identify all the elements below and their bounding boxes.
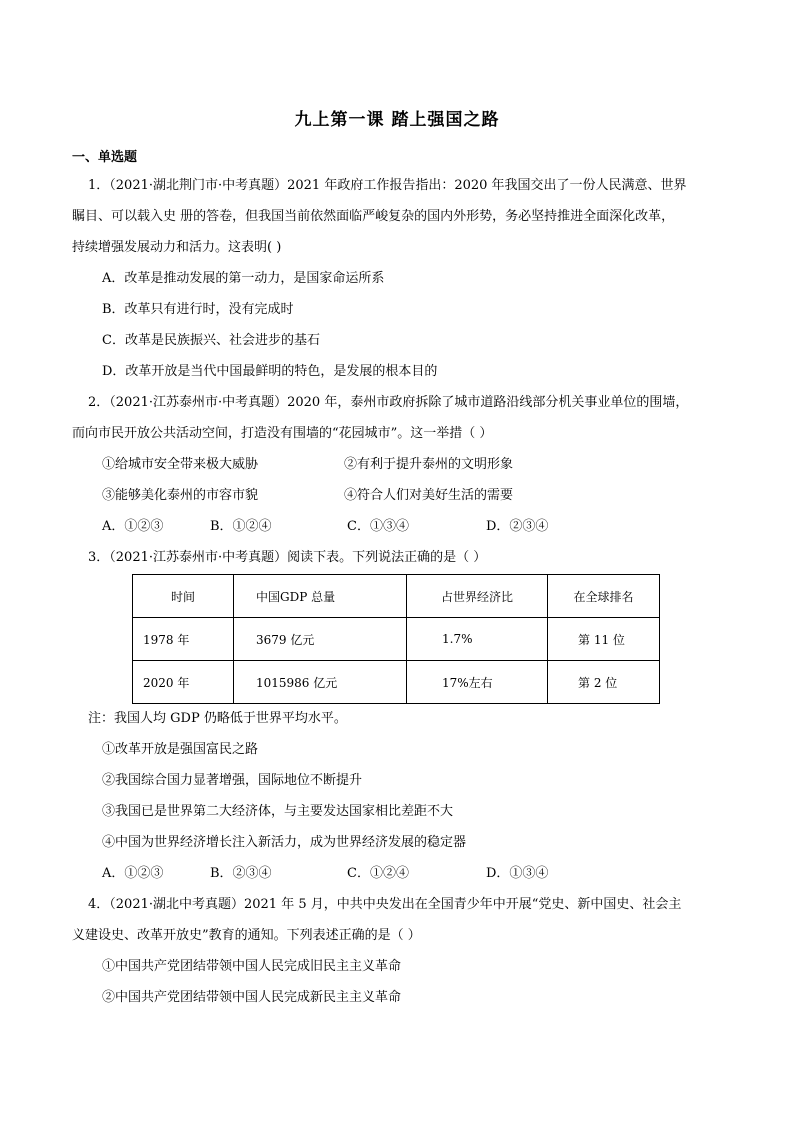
table-cell: 2020 年 bbox=[133, 661, 234, 704]
question-3-option-c: C．①②④ bbox=[347, 866, 409, 881]
question-2-item-4: ④符合人们对美好生活的需要 bbox=[344, 488, 514, 503]
question-1-option-b: B．改革只有进行时，没有完成时 bbox=[102, 302, 294, 317]
question-4-item-1: ①中国共产党团结带领中国人民完成旧民主主义革命 bbox=[102, 959, 402, 974]
table-cell: 第 11 位 bbox=[548, 618, 660, 661]
question-3-item-2: ②我国综合国力显著增强，国际地位不断提升 bbox=[102, 773, 363, 788]
question-3-stem-line: 3．（2021·江苏泰州市·中考真题）阅读下表。下列说法正确的是（ ） bbox=[88, 550, 487, 565]
table-row bbox=[133, 661, 660, 704]
question-1-stem-line: 持续增强发展动力和活力。这表明( ) bbox=[72, 240, 282, 255]
question-2-option-c: C．①③④ bbox=[347, 519, 409, 534]
question-1-stem-line: 1．（2021·湖北荆门市·中考真题）2021 年政府工作报告指出：2020 年我国交出了一份人民满意、世界 bbox=[88, 178, 687, 193]
table-header-cell: 中国GDP 总量 bbox=[234, 575, 407, 618]
question-2-option-b: B．①②④ bbox=[210, 519, 272, 534]
table-cell: 3679 亿元 bbox=[234, 618, 407, 661]
question-4-stem-line: 4．（2021·湖北中考真题）2021 年 5 月，中共中央发出在全国青少年中开展“党史、新中国史、社会主 bbox=[88, 897, 682, 912]
table-header-cell: 时间 bbox=[133, 575, 234, 618]
table-cell: 第 2 位 bbox=[548, 661, 660, 704]
question-2-item-3: ③能够美化泰州的市容市貌 bbox=[102, 488, 259, 503]
page-title: 九上第一课 踏上强国之路 bbox=[294, 110, 500, 130]
gdp-table bbox=[132, 574, 660, 704]
question-1-stem-line: 瞩目、可以载入史 册的答卷，但我国当前依然面临严峻复杂的国内外形势，务必坚持推进全面深化改革， bbox=[72, 209, 675, 224]
question-2-stem-line: 而向市民开放公共活动空间，打造没有围墙的“花园城市”。这一举措（ ） bbox=[72, 426, 493, 441]
question-2-item-1: ①给城市安全带来极大威胁 bbox=[102, 457, 259, 472]
question-1-option-d: D．改革开放是当代中国最鲜明的特色，是发展的根本目的 bbox=[102, 364, 438, 379]
question-3-item-3: ③我国已是世界第二大经济体，与主要发达国家相比差距不大 bbox=[102, 804, 454, 819]
table-cell: 1.7% bbox=[407, 618, 548, 661]
question-4-item-2: ②中国共产党团结带领中国人民完成新民主主义革命 bbox=[102, 990, 402, 1005]
question-2-option-d: D．②③④ bbox=[486, 519, 549, 534]
question-1-option-c: C．改革是民族振兴、社会进步的基石 bbox=[102, 333, 320, 348]
table-cell: 1015986 亿元 bbox=[234, 661, 407, 704]
table-note: 注：我国人均 GDP 仍略低于世界平均水平。 bbox=[88, 711, 347, 726]
question-4-stem-line: 义建设史、改革开放史”教育的通知。下列表述正确的是（ ） bbox=[72, 928, 421, 943]
section-heading: 一、单选题 bbox=[72, 150, 138, 165]
question-2-item-2: ②有利于提升泰州的文明形象 bbox=[344, 457, 514, 472]
question-3-item-1: ①改革开放是强国富民之路 bbox=[102, 742, 259, 757]
question-3-option-a: A．①②③ bbox=[102, 866, 164, 881]
question-3-item-4: ④中国为世界经济增长注入新活力，成为世界经济发展的稳定器 bbox=[102, 835, 467, 850]
question-2-option-a: A．①②③ bbox=[102, 519, 164, 534]
question-1-option-a: A．改革是推动发展的第一动力，是国家命运所系 bbox=[102, 271, 385, 286]
question-2-stem-line: 2．（2021·江苏泰州市·中考真题）2020 年，泰州市政府拆除了城市道路沿线部分机关事业单位的围墙， bbox=[88, 395, 689, 410]
table-header-cell: 在全球排名 bbox=[548, 575, 660, 618]
question-3-option-d: D．①③④ bbox=[486, 866, 549, 881]
table-header-cell: 占世界经济比 bbox=[407, 575, 548, 618]
question-3-option-b: B．②③④ bbox=[210, 866, 272, 881]
table-header-row bbox=[133, 575, 660, 618]
table-cell: 1978 年 bbox=[133, 618, 234, 661]
table-cell: 17%左右 bbox=[407, 661, 548, 704]
table-row bbox=[133, 618, 660, 661]
